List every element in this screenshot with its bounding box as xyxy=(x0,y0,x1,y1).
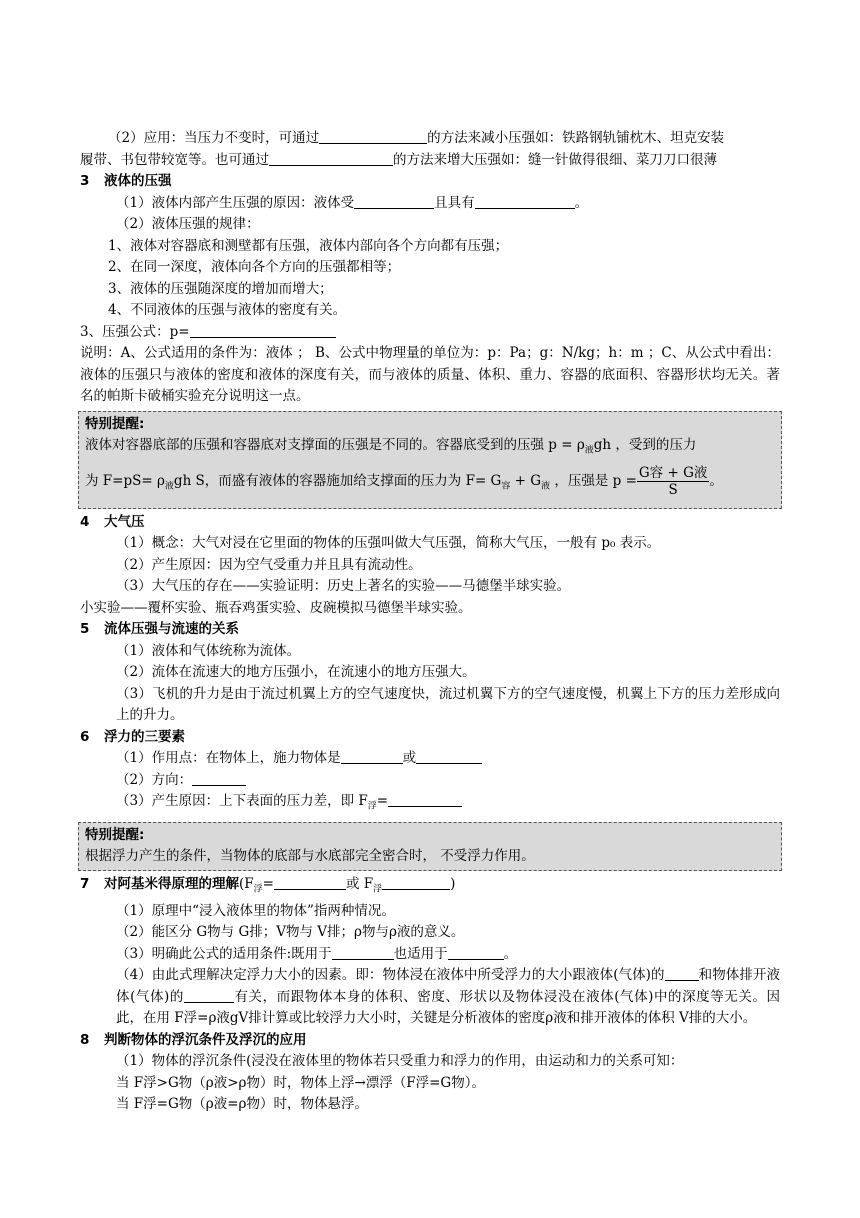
blank[interactable] xyxy=(269,151,393,166)
pressure-fraction: $\frac{\text{G容 + G液}}{S}$ xyxy=(638,465,708,499)
section-4-heading: 4 大气压 xyxy=(80,513,145,530)
blank[interactable] xyxy=(382,875,450,890)
s3-line-2: （2）液体压强的规律： xyxy=(116,216,260,232)
blank[interactable] xyxy=(274,875,346,890)
rule-2: 2、在同一深度，液体向各个方向的压强都相等； xyxy=(108,259,401,275)
s6-line-1: （1）作用点：在物体上，施力物体是 或 xyxy=(80,748,780,770)
blank[interactable] xyxy=(448,945,504,960)
blank[interactable] xyxy=(341,749,403,764)
s5-line-2: （2）流体在流速大的地方压强小，在流速小的地方压强大。 xyxy=(116,664,476,681)
section-5-heading: 5 流体压强与流速的关系 xyxy=(80,621,239,638)
blank[interactable] xyxy=(665,966,699,981)
rule-3: 3、液体的压强随深度的增加而增大； xyxy=(108,280,333,297)
s3-line-1: （1）液体内部产生压强的原因：液体受 且具有 。 xyxy=(116,194,589,211)
reminder-box-2 xyxy=(78,822,782,871)
blank[interactable] xyxy=(416,749,482,764)
blank[interactable] xyxy=(184,988,234,1003)
s5-line-3: （3）飞机的升力是由于流过机翼上方的空气速度快，流过机翼下方的空气速度慢，机翼上下方的压力差形成向上的升力。 xyxy=(116,685,780,724)
blank[interactable] xyxy=(388,792,462,807)
section-6-heading: 6 浮力的三要素 xyxy=(80,728,185,745)
section-3-heading: 3 液体的压强 xyxy=(80,173,172,189)
s4-line-2: （2）产生原因：因为空气受重力并且具有流动性。 xyxy=(116,556,422,573)
application-line-2: 履带、书包带较宽等。也可通过 的方法来增大压强如：缝一针做得很细、菜刀刀口很薄 xyxy=(80,151,717,168)
s6-line-3: （3）产生原因：上下表面的压力差，即 $F_浮=$ xyxy=(80,791,780,818)
s8-line-2: 当 F浮>G物（ρ液>ρ物）时，物体上浮→漂浮（F浮=G物）。 xyxy=(116,1074,485,1091)
reminder-line-1: 液体对容器底部的压强和容器底对支撑面的压强是不同的。容器底受到的压强 $p = \rho_液gh$ ，受到的压力 xyxy=(85,437,697,456)
s7-line-1: （1）原理中“浸入液体里的物体”指两种情况。 xyxy=(116,902,395,919)
rule-4: 4、不同液体的压强与液体的密度有关。 xyxy=(108,302,347,318)
s8-line-1: （1）物体的浮沉条件(浸没在液体里的物体若只受重力和浮力的作用，由运动和力的关系可知： xyxy=(116,1053,684,1070)
s7-line-2: （2）能区分 G物与 G排；V物与 V排；ρ物与ρ液的意义。 xyxy=(116,924,465,941)
s8-line-3: 当 F浮=G物（ρ液=ρ物）时，物体悬浮。 xyxy=(116,1096,368,1113)
blank[interactable] xyxy=(332,945,394,960)
s7-line-4: （4）由此式理解决定浮力大小的因素。即：物体浸在液体中所受浮力的大小跟液体(气体)的 和物体排开液体(气体)的 有关，而跟物体本身的体积、密度、形状以及物体浸没在液体(气体)中的深度等无关。因此，在用 F浮=ρ液gV排计算或比较浮力大小时，关键是分析液体的密度ρ液和排开液体的体积 V排的大小。 xyxy=(116,967,780,1027)
s6-line-2: （2）方向： xyxy=(80,770,780,792)
application-line-1: （2）应用：当压力不变时，可通过 的方法来减小压强如：铁路钢轨铺枕木、坦克安装 xyxy=(108,130,725,146)
s4-line-1: （1）概念：大气对浸在它里面的物体的压强叫做大气压强，简称大气压，一般有 p₀ 表示。 xyxy=(116,535,661,552)
reminder-title: 特别提醒: xyxy=(85,415,145,432)
document-page xyxy=(80,128,780,1116)
section-7-heading: 7 对阿基米得原理的理解($F_浮=$ 或 $F_浮$ ) xyxy=(80,875,456,895)
blank[interactable] xyxy=(190,323,336,338)
reminder-title: 特别提醒: xyxy=(85,826,145,843)
s4-line-3: （3）大气压的存在——实验证明：历史上著名的实验——马德堡半球实验。 xyxy=(116,578,571,595)
reminder-box-1 xyxy=(78,411,782,509)
s4-line-4: 小实验——覆杯实验、瓶吞鸡蛋实验、皮碗模拟马德堡半球实验。 xyxy=(80,599,472,616)
s5-line-1: （1）液体和气体统称为流体。 xyxy=(116,642,301,659)
blank[interactable] xyxy=(192,771,246,786)
blank[interactable] xyxy=(354,194,434,209)
formula-line: 3、压强公式：p= xyxy=(80,322,780,344)
reminder-line: 根据浮力产生的条件，当物体的底部与水底部完全密合时， 不受浮力作用。 xyxy=(85,848,535,865)
rule-1: 1、液体对容器底和测壁都有压强，液体内部向各个方向都有压强； xyxy=(108,237,509,254)
note-paragraph: 说明：A、公式适用的条件为：液体 ； B、公式中物理量的单位为：p：Pa；g：N/kg；h：m ；C、从公式中看出：液体的压强只与液体的密度和液体的深度有关，而与液体的质量、体积、重力、容器的底面积、容器形状均无关。著名的帕斯卡破桶实验充分说明这一点。 xyxy=(80,345,780,404)
section-8-heading: 8 判断物体的浮沉条件及浮沉的应用 xyxy=(80,1031,307,1048)
s7-line-3: （3）明确此公式的适用条件:既用于 也适用于 。 xyxy=(116,945,518,962)
blank[interactable] xyxy=(319,129,427,144)
blank[interactable] xyxy=(475,194,575,209)
reminder-line-2: 为 $F=pS= \rho_液gh$ S，而盛有液体的容器施加给支撑面的压力为 $F= G_容 + G_液$ ，压强是 p = $\frac{\text{G容 + G液}}{S}$ 。 xyxy=(85,465,723,499)
